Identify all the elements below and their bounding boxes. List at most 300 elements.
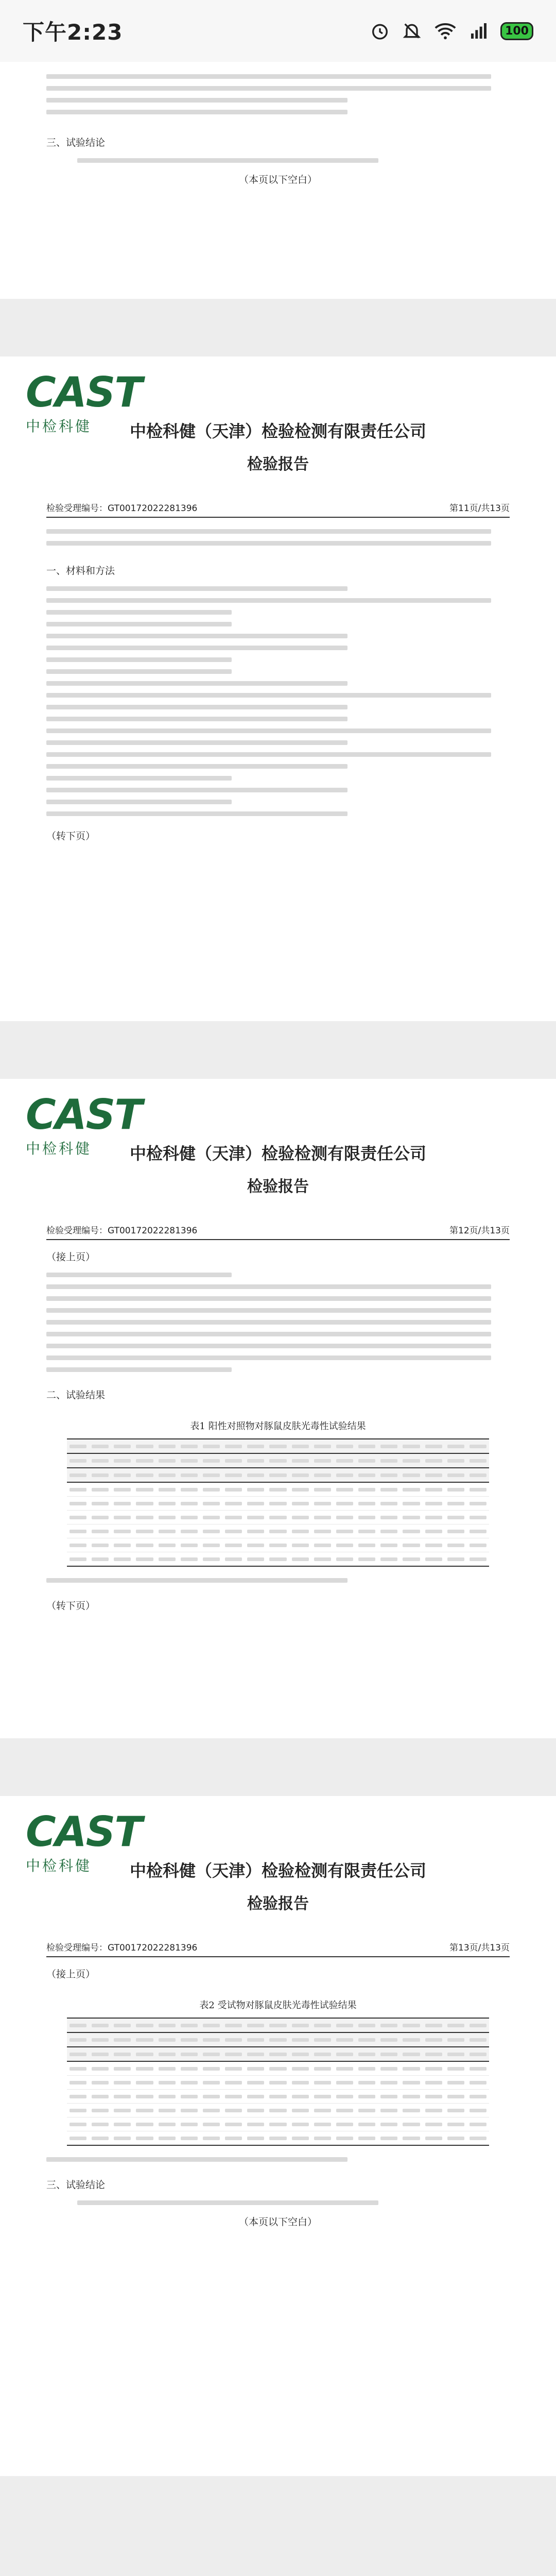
table-cell: [378, 1453, 400, 1468]
table-cell: [423, 1552, 445, 1567]
table-cell: [289, 1524, 311, 1538]
table-cell: [400, 1511, 422, 1524]
table-cell: [133, 1538, 155, 1552]
table-cell: [400, 2061, 422, 2076]
table-cell: [311, 1482, 334, 1497]
table-cell: [111, 2047, 133, 2061]
table-cell: [133, 2061, 155, 2076]
table-cell: [289, 1497, 311, 1511]
table-cell: [178, 1453, 200, 1468]
table-cell: [267, 2032, 289, 2047]
table-cell: [245, 1511, 267, 1524]
table-cell: [334, 1552, 356, 1567]
continued-top-marker: （接上页）: [46, 1969, 96, 1980]
table-cell: [156, 1497, 178, 1511]
report-page-12: [0, 1079, 556, 1738]
table-cell: [89, 1552, 111, 1567]
table-cell: [423, 2076, 445, 2090]
table-cell: [467, 2076, 489, 2090]
table-cell: [356, 1482, 378, 1497]
table-cell: [111, 2076, 133, 2090]
table-cell: [334, 1439, 356, 1453]
table-cell: [334, 2076, 356, 2090]
table-cell: [423, 1439, 445, 1453]
table-cell: [356, 1453, 378, 1468]
table-cell: [289, 2018, 311, 2032]
table-cell: [178, 2104, 200, 2117]
table-cell: [67, 2076, 89, 2090]
table-cell: [467, 2090, 489, 2104]
table-cell: [311, 1439, 334, 1453]
table-cell: [245, 1497, 267, 1511]
table-cell: [445, 1497, 467, 1511]
table-cell: [267, 2104, 289, 2117]
table-cell: [222, 1468, 245, 1482]
table-row: [67, 2018, 489, 2032]
table-cell: [89, 1538, 111, 1552]
table-cell: [467, 1468, 489, 1482]
table-cell: [111, 1497, 133, 1511]
table-cell: [178, 2018, 200, 2032]
section-heading: 一、材料和方法: [46, 565, 115, 577]
table-cell: [89, 1524, 111, 1538]
table-cell: [222, 1497, 245, 1511]
table-cell: [423, 2032, 445, 2047]
table-cell: [178, 2117, 200, 2131]
table-cell: [267, 1439, 289, 1453]
table-cell: [423, 2131, 445, 2146]
table-cell: [311, 1497, 334, 1511]
table-cell: [200, 1511, 222, 1524]
table-cell: [222, 1453, 245, 1468]
table-cell: [133, 2032, 155, 2047]
continued-marker: （转下页）: [46, 1600, 96, 1612]
table-cell: [378, 2032, 400, 2047]
table-cell: [400, 2047, 422, 2061]
table-cell: [156, 1468, 178, 1482]
table-cell: [178, 2061, 200, 2076]
table-cell: [200, 2090, 222, 2104]
text-line: [46, 681, 348, 686]
table-cell: [222, 2047, 245, 2061]
table-cell: [356, 2061, 378, 2076]
table-cell: [245, 1439, 267, 1453]
table-cell: [467, 1453, 489, 1468]
table-cell: [467, 1497, 489, 1511]
table-cell: [334, 2090, 356, 2104]
table-cell: [311, 2047, 334, 2061]
report-meta: [46, 1223, 510, 1240]
table-cell: [133, 2047, 155, 2061]
table-cell: [156, 1552, 178, 1567]
table-cell: [356, 1538, 378, 1552]
table-cell: [200, 2104, 222, 2117]
table-cell: [133, 1453, 155, 1468]
section-heading: 三、试验结论: [46, 2179, 106, 2191]
table-cell: [111, 2131, 133, 2146]
table-cell: [378, 2047, 400, 2061]
text-line: [46, 2157, 348, 2162]
report-title: 检验报告: [247, 1178, 309, 1196]
table-cell: [267, 2047, 289, 2061]
text-line: [46, 1296, 491, 1301]
table-cell: [445, 2117, 467, 2131]
table-cell: [133, 1552, 155, 1567]
table-cell: [400, 2090, 422, 2104]
table-cell: [400, 1552, 422, 1567]
table-cell: [423, 1538, 445, 1552]
table-cell: [133, 2090, 155, 2104]
text-line: [46, 1308, 491, 1313]
table-cell: [378, 1552, 400, 1567]
table-cell: [222, 2076, 245, 2090]
text-line: [46, 1578, 348, 1583]
table-cell: [67, 2117, 89, 2131]
table-cell: [311, 2131, 334, 2146]
cast-logo: CAST 中检科健: [26, 1091, 142, 1157]
page-gap: [0, 1038, 556, 1079]
table-cell: [111, 1468, 133, 1482]
table-cell: [356, 2090, 378, 2104]
report-meta: [46, 1940, 510, 1957]
table-title: 表2 受试物对豚鼠皮肤光毒性试验结果: [199, 2000, 357, 2011]
table-cell: [311, 2104, 334, 2117]
table-cell: [245, 1552, 267, 1567]
table-row: [67, 2047, 489, 2061]
table-cell: [378, 1439, 400, 1453]
report-page-10: [0, 62, 556, 299]
page-number: 第13页/共13页: [449, 1943, 510, 1953]
table-cell: [245, 1468, 267, 1482]
table-cell: [289, 2117, 311, 2131]
table-cell: [156, 2090, 178, 2104]
table-cell: [245, 2076, 267, 2090]
table-cell: [467, 1511, 489, 1524]
table-cell: [200, 1482, 222, 1497]
table-cell: [267, 1524, 289, 1538]
table-cell: [423, 2090, 445, 2104]
text-line: [46, 1344, 491, 1348]
table-cell: [378, 1497, 400, 1511]
table-cell: [67, 1511, 89, 1524]
table-cell: [67, 2018, 89, 2032]
section-heading: 二、试验结果: [46, 1389, 106, 1401]
table-cell: [289, 1538, 311, 1552]
table-cell: [267, 1482, 289, 1497]
text-line: [77, 158, 378, 163]
table-row: [67, 2076, 489, 2090]
table-cell: [423, 2117, 445, 2131]
table-cell: [289, 1511, 311, 1524]
table-cell: [222, 1552, 245, 1567]
report-meta: [46, 501, 510, 518]
table-cell: [222, 2032, 245, 2047]
text-line: [46, 1273, 232, 1277]
table-cell: [222, 1538, 245, 1552]
text-line: [46, 752, 491, 757]
table-cell: [133, 1439, 155, 1453]
report-page-11: [0, 357, 556, 1021]
report-number: 检验受理编号：GT0017202228​1396: [46, 1226, 198, 1236]
table-cell: [311, 2061, 334, 2076]
table-cell: [445, 2104, 467, 2117]
table-cell: [67, 2090, 89, 2104]
table-cell: [400, 1453, 422, 1468]
text-line: [46, 586, 348, 591]
table-cell: [400, 1497, 422, 1511]
table-cell: [289, 2104, 311, 2117]
report-number: 检验受理编号：GT0017202228​1396: [46, 503, 198, 514]
table-cell: [423, 1497, 445, 1511]
table-cell: [67, 2061, 89, 2076]
table-cell: [311, 2090, 334, 2104]
table-cell: [133, 1468, 155, 1482]
table-cell: [200, 2131, 222, 2146]
table-cell: [111, 2032, 133, 2047]
table-cell: [311, 1511, 334, 1524]
table-cell: [334, 1538, 356, 1552]
table-cell: [67, 2104, 89, 2117]
table-cell: [178, 1497, 200, 1511]
table-cell: [378, 2018, 400, 2032]
table-cell: [378, 2061, 400, 2076]
table-cell: [356, 1439, 378, 1453]
table-cell: [356, 2047, 378, 2061]
table-cell: [178, 1468, 200, 1482]
table-cell: [400, 1524, 422, 1538]
table-cell: [200, 2061, 222, 2076]
table-cell: [445, 2090, 467, 2104]
table-cell: [400, 1538, 422, 1552]
table-cell: [89, 1482, 111, 1497]
table-cell: [222, 2090, 245, 2104]
info-line: [46, 529, 491, 534]
table-cell: [156, 2131, 178, 2146]
table-cell: [356, 2076, 378, 2090]
table-cell: [267, 1552, 289, 1567]
table-row: [67, 1453, 489, 1468]
table-cell: [356, 1524, 378, 1538]
table-cell: [400, 1439, 422, 1453]
table-cell: [89, 1439, 111, 1453]
table-cell: [245, 2090, 267, 2104]
table-cell: [111, 2061, 133, 2076]
table-cell: [245, 2061, 267, 2076]
text-line: [46, 693, 491, 698]
table-cell: [178, 2076, 200, 2090]
results-table: [67, 2018, 489, 2146]
table-cell: [334, 1524, 356, 1538]
table-cell: [311, 2032, 334, 2047]
table-cell: [245, 1538, 267, 1552]
alarm-icon: [370, 21, 390, 41]
table-cell: [267, 1511, 289, 1524]
table-cell: [200, 1552, 222, 1567]
table-row: [67, 1468, 489, 1482]
table-cell: [222, 2018, 245, 2032]
text-line: [46, 622, 232, 626]
text-line: [46, 634, 348, 638]
table-cell: [334, 1482, 356, 1497]
table-cell: [356, 1511, 378, 1524]
table-cell: [445, 2061, 467, 2076]
table-cell: [356, 2032, 378, 2047]
text-line: [46, 776, 232, 781]
cast-logo: CAST 中检科健: [26, 1808, 142, 1874]
table-cell: [289, 1468, 311, 1482]
table-row: [67, 2104, 489, 2117]
table-cell: [89, 2117, 111, 2131]
table-cell: [467, 2032, 489, 2047]
table-cell: [445, 1482, 467, 1497]
table-row: [67, 1439, 489, 1453]
table-cell: [156, 2117, 178, 2131]
end-marker: （本页以下空白）: [238, 2216, 317, 2228]
text-line: [46, 74, 491, 79]
table-cell: [423, 1511, 445, 1524]
table-cell: [200, 2047, 222, 2061]
table-cell: [178, 2131, 200, 2146]
table-cell: [445, 1439, 467, 1453]
table-cell: [334, 2061, 356, 2076]
table-row: [67, 1511, 489, 1524]
table-cell: [89, 2047, 111, 2061]
table-cell: [467, 2117, 489, 2131]
text-line: [77, 2200, 378, 2205]
table-cell: [400, 2032, 422, 2047]
table-cell: [156, 2104, 178, 2117]
table-cell: [156, 2018, 178, 2032]
text-line: [46, 669, 232, 674]
table-cell: [356, 2018, 378, 2032]
table-cell: [378, 2117, 400, 2131]
text-line: [46, 764, 348, 769]
table-cell: [222, 2117, 245, 2131]
table-cell: [133, 2076, 155, 2090]
table-cell: [156, 1482, 178, 1497]
table-cell: [423, 1482, 445, 1497]
table-cell: [111, 2104, 133, 2117]
table-cell: [267, 1497, 289, 1511]
table-cell: [156, 2061, 178, 2076]
text-line: [46, 1284, 491, 1289]
table-cell: [111, 1453, 133, 1468]
table-cell: [245, 2104, 267, 2117]
table-cell: [67, 2047, 89, 2061]
table-cell: [200, 1468, 222, 1482]
table-cell: [133, 2117, 155, 2131]
table-cell: [289, 2131, 311, 2146]
table-cell: [133, 2104, 155, 2117]
table-cell: [156, 2047, 178, 2061]
table-title: 表1 阳性对照物对豚鼠皮肤光毒性试验结果: [190, 1421, 366, 1432]
table-cell: [289, 2076, 311, 2090]
table-cell: [89, 2090, 111, 2104]
table-row: [67, 2131, 489, 2146]
signal-icon: [468, 21, 489, 41]
report-title: 检验报告: [247, 1895, 309, 1913]
table-row: [67, 2090, 489, 2104]
table-cell: [311, 1453, 334, 1468]
table-cell: [89, 2018, 111, 2032]
table-cell: [378, 1482, 400, 1497]
table-cell: [111, 1439, 133, 1453]
table-cell: [156, 1439, 178, 1453]
table-cell: [245, 1524, 267, 1538]
table-cell: [400, 2104, 422, 2117]
table-cell: [289, 2090, 311, 2104]
table-cell: [400, 1482, 422, 1497]
table-cell: [289, 2061, 311, 2076]
table-cell: [178, 1552, 200, 1567]
text-line: [46, 800, 232, 804]
status-time: 下午2:23: [23, 20, 123, 45]
table-cell: [334, 1453, 356, 1468]
table-cell: [378, 1468, 400, 1482]
table-cell: [467, 2047, 489, 2061]
table-cell: [111, 1524, 133, 1538]
table-cell: [67, 1524, 89, 1538]
text-line: [46, 1320, 491, 1325]
report-number: 检验受理编号：GT0017202228​1396: [46, 1943, 198, 1953]
table-cell: [267, 1538, 289, 1552]
table-cell: [311, 1538, 334, 1552]
company-name: 中检科健（天津）检验检测有限责任公司: [129, 421, 426, 441]
table-cell: [111, 1538, 133, 1552]
table-cell: [289, 1552, 311, 1567]
table-cell: [245, 2047, 267, 2061]
table-cell: [400, 2018, 422, 2032]
table-cell: [467, 1538, 489, 1552]
table-cell: [423, 1453, 445, 1468]
table-cell: [267, 2018, 289, 2032]
table-cell: [289, 1482, 311, 1497]
text-line: [46, 98, 348, 103]
table-cell: [89, 2076, 111, 2090]
table-cell: [67, 1482, 89, 1497]
table-cell: [200, 2032, 222, 2047]
table-cell: [267, 2061, 289, 2076]
table-cell: [311, 1552, 334, 1567]
table-cell: [267, 2131, 289, 2146]
table-cell: [356, 1552, 378, 1567]
table-cell: [445, 2076, 467, 2090]
table-cell: [334, 2131, 356, 2146]
table-cell: [400, 2131, 422, 2146]
table-cell: [467, 1524, 489, 1538]
table-cell: [378, 2090, 400, 2104]
text-line: [46, 86, 491, 91]
table-cell: [200, 2018, 222, 2032]
table-cell: [378, 1538, 400, 1552]
table-cell: [245, 1482, 267, 1497]
table-cell: [467, 1439, 489, 1453]
table-cell: [445, 2047, 467, 2061]
table-cell: [445, 1468, 467, 1482]
table-cell: [156, 1453, 178, 1468]
table-cell: [311, 2076, 334, 2090]
table-cell: [245, 2018, 267, 2032]
table-cell: [67, 1538, 89, 1552]
table-cell: [289, 2032, 311, 2047]
table-cell: [133, 2018, 155, 2032]
table-cell: [178, 2047, 200, 2061]
company-name: 中检科健（天津）检验检测有限责任公司: [129, 1144, 426, 1163]
table-cell: [245, 1453, 267, 1468]
table-cell: [467, 2018, 489, 2032]
text-line: [46, 740, 348, 745]
table-cell: [89, 1468, 111, 1482]
